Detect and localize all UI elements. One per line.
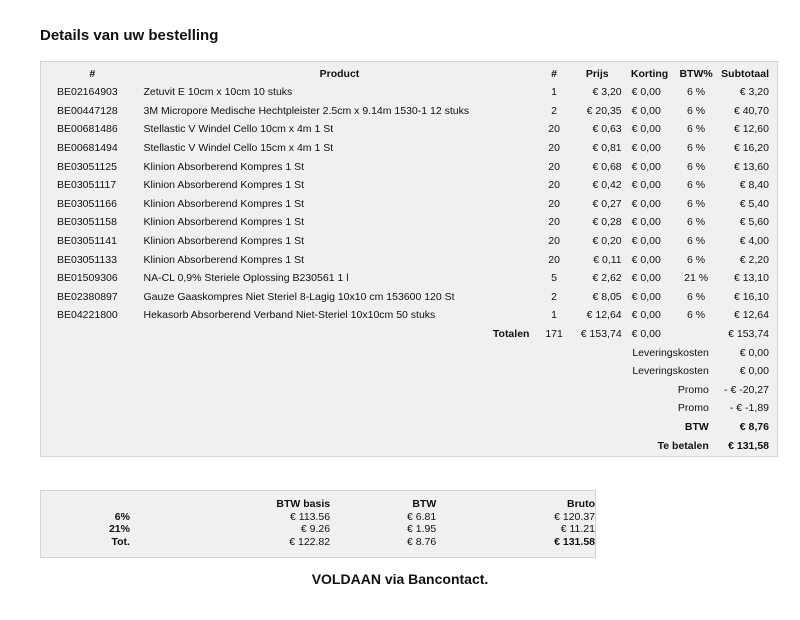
vat-row xyxy=(41,523,595,536)
row-product: Klinion Absorberend Kompres 1 St xyxy=(143,216,304,229)
summary-row xyxy=(41,381,777,400)
summary-label: Promo xyxy=(677,383,709,396)
row-subtotal: € 8,40 xyxy=(739,179,769,192)
summary-value: € 8,76 xyxy=(739,420,769,433)
header-gross: Bruto xyxy=(567,498,595,511)
row-price: € 0,68 xyxy=(592,160,622,173)
row-price: € 8,05 xyxy=(592,290,622,303)
row-discount: € 0,00 xyxy=(631,197,661,210)
payment-status: VOLDAAN via Bancontact. xyxy=(311,571,489,587)
vat-base: € 113.56 xyxy=(290,510,331,523)
row-vat: 6 % xyxy=(687,253,706,266)
row-price: € 12,64 xyxy=(586,309,622,322)
row-code: BE03051166 xyxy=(57,197,117,210)
row-vat: 6 % xyxy=(687,290,706,303)
row-discount: € 0,00 xyxy=(631,272,661,285)
header-discount: Korting xyxy=(630,68,669,80)
row-code: BE03051141 xyxy=(57,235,117,248)
row-discount: € 0,00 xyxy=(631,142,661,155)
row-discount: € 0,00 xyxy=(631,290,661,303)
row-discount: € 0,00 xyxy=(631,86,661,99)
row-discount: € 0,00 xyxy=(631,235,661,248)
row-qty: 20 xyxy=(548,160,560,173)
row-qty: 20 xyxy=(548,216,560,229)
row-vat: 6 % xyxy=(687,142,706,155)
table-row xyxy=(41,102,777,121)
table-row xyxy=(41,83,777,102)
row-qty: 20 xyxy=(548,197,560,210)
table-row xyxy=(41,139,777,158)
order-table-header xyxy=(41,65,777,83)
order-table xyxy=(41,65,777,455)
vat-base: € 9.26 xyxy=(300,523,331,536)
row-product: Hekasorb Absorberend Verband Niet-Steriel 10x10cm 50 stuks xyxy=(143,309,436,322)
summary-label: Promo xyxy=(677,402,709,415)
summary-row xyxy=(41,343,777,362)
row-subtotal: € 12,60 xyxy=(733,123,769,136)
totals-discount: € 0,00 xyxy=(631,328,661,341)
row-product: Gauze Gaaskompres Niet Steriel 8-Lagig 10x10 cm 153600 120 St xyxy=(143,290,455,303)
row-vat: 6 % xyxy=(687,160,706,173)
row-qty: 20 xyxy=(548,179,560,192)
table-row xyxy=(41,306,777,325)
row-product: Klinion Absorberend Kompres 1 St xyxy=(143,235,304,248)
row-price: € 0,28 xyxy=(592,216,622,229)
row-qty: 20 xyxy=(548,123,560,136)
row-price: € 0,81 xyxy=(592,142,622,155)
header-product: Product xyxy=(319,68,360,80)
order-details-panel xyxy=(40,61,778,457)
row-vat: 6 % xyxy=(687,309,706,322)
header-vat-base: BTW basis xyxy=(276,498,331,511)
row-subtotal: € 40,70 xyxy=(733,104,769,117)
row-vat: 6 % xyxy=(687,123,706,136)
summary-label: Leveringskosten xyxy=(632,346,709,359)
summary-value: - € -20,27 xyxy=(724,383,769,396)
row-subtotal: € 4,00 xyxy=(739,235,769,248)
row-code: BE02380897 xyxy=(57,290,118,303)
row-code: BE03051117 xyxy=(57,179,117,192)
summary-label: Te betalen xyxy=(657,439,709,452)
row-product: NA-CL 0,9% Steriele Oplossing B230561 1 l xyxy=(143,272,349,285)
summary-row xyxy=(41,436,777,455)
vat-gross: € 11.21 xyxy=(560,523,595,536)
totals-label: Totalen xyxy=(492,328,530,341)
row-vat: 21 % xyxy=(684,272,709,285)
row-subtotal: € 16,20 xyxy=(733,142,769,155)
summary-value: € 131,58 xyxy=(728,439,769,452)
row-price: € 20,35 xyxy=(586,104,622,117)
row-subtotal: € 12,64 xyxy=(733,309,769,322)
row-subtotal: € 16,10 xyxy=(733,290,769,303)
row-price: € 0,20 xyxy=(592,235,622,248)
row-vat: 6 % xyxy=(687,216,706,229)
vat-rate-label: 21% xyxy=(108,523,130,536)
row-discount: € 0,00 xyxy=(631,123,661,136)
totals-subtotal: € 153,74 xyxy=(728,328,769,341)
row-code: BE03051133 xyxy=(57,253,117,266)
row-discount: € 0,00 xyxy=(631,160,661,173)
vat-summary-panel xyxy=(40,490,596,558)
table-row xyxy=(41,250,777,269)
summary-row xyxy=(41,362,777,381)
row-qty: 20 xyxy=(548,253,560,266)
row-price: € 2,62 xyxy=(592,272,622,285)
vat-gross: € 131.58 xyxy=(554,535,595,548)
table-row xyxy=(41,195,777,214)
row-subtotal: € 5,60 xyxy=(739,216,769,229)
header-code: # xyxy=(89,68,96,80)
summary-row xyxy=(41,418,777,437)
table-row xyxy=(41,120,777,139)
row-code: BE04221800 xyxy=(57,309,118,322)
totals-qty: 171 xyxy=(545,328,563,341)
vat-amount: € 1.95 xyxy=(407,523,437,536)
vat-amount: € 6.81 xyxy=(407,510,437,523)
vat-table xyxy=(41,498,595,548)
row-product: 3M Micropore Medische Hechtpleister 2.5cm x 9.14m 1530-1 12 stuks xyxy=(143,104,470,117)
row-subtotal: € 13,10 xyxy=(733,272,769,285)
row-vat: 6 % xyxy=(687,104,706,117)
row-code: BE03051125 xyxy=(57,160,117,173)
row-price: € 0,11 xyxy=(593,253,622,266)
row-product: Klinion Absorberend Kompres 1 St xyxy=(143,197,304,210)
row-code: BE00447128 xyxy=(57,104,118,117)
header-subtotal: Subtotaal xyxy=(721,68,769,80)
row-code: BE01509306 xyxy=(57,272,118,285)
vat-base: € 122.82 xyxy=(289,535,331,548)
row-qty: 1 xyxy=(551,86,558,99)
table-row xyxy=(41,232,777,251)
table-row xyxy=(41,213,777,232)
header-qty: # xyxy=(551,68,558,80)
vat-amount: € 8.76 xyxy=(407,535,437,548)
row-discount: € 0,00 xyxy=(631,253,661,266)
row-discount: € 0,00 xyxy=(631,309,661,322)
row-code: BE00681494 xyxy=(57,142,118,155)
row-product: Klinion Absorberend Kompres 1 St xyxy=(143,179,304,192)
row-subtotal: € 5,40 xyxy=(739,197,769,210)
row-subtotal: € 3,20 xyxy=(739,86,769,99)
row-product: Stellastic V Windel Cello 15cm x 4m 1 St xyxy=(143,142,334,155)
summary-value: - € -1,89 xyxy=(729,402,769,415)
row-price: € 0,42 xyxy=(592,179,622,192)
totals-row xyxy=(41,325,777,344)
row-code: BE02164903 xyxy=(57,86,118,99)
row-qty: 20 xyxy=(548,142,560,155)
row-qty: 2 xyxy=(551,104,558,117)
header-price: Prijs xyxy=(585,68,609,80)
row-product: Stellastic V Windel Cello 10cm x 4m 1 St xyxy=(143,123,334,136)
summary-value: € 0,00 xyxy=(739,365,769,378)
summary-label: Leveringskosten xyxy=(632,365,709,378)
row-price: € 3,20 xyxy=(592,86,622,99)
page-title: Details van uw bestelling xyxy=(40,27,219,44)
table-row xyxy=(41,157,777,176)
row-price: € 0,27 xyxy=(592,197,622,210)
vat-row xyxy=(41,511,595,524)
summary-value: € 0,00 xyxy=(739,346,769,359)
row-product: Zetuvit E 10cm x 10cm 10 stuks xyxy=(143,86,293,99)
table-row xyxy=(41,288,777,307)
row-subtotal: € 13,60 xyxy=(733,160,769,173)
vat-rate-label: 6% xyxy=(114,510,130,523)
row-discount: € 0,00 xyxy=(631,216,661,229)
header-vat: BTW% xyxy=(679,68,713,80)
row-price: € 0,63 xyxy=(592,123,622,136)
vat-table-header xyxy=(41,498,595,511)
row-code: BE00681486 xyxy=(57,123,118,136)
summary-row xyxy=(41,399,777,418)
row-subtotal: € 2,20 xyxy=(739,253,769,266)
header-vat-amount: BTW xyxy=(412,498,437,511)
table-row xyxy=(41,269,777,288)
row-discount: € 0,00 xyxy=(631,179,661,192)
row-code: BE03051158 xyxy=(57,216,117,229)
row-product: Klinion Absorberend Kompres 1 St xyxy=(143,253,304,266)
vat-gross: € 120.37 xyxy=(554,510,595,523)
row-vat: 6 % xyxy=(687,197,706,210)
vat-row xyxy=(41,536,595,549)
table-row xyxy=(41,176,777,195)
row-qty: 20 xyxy=(548,235,560,248)
summary-label: BTW xyxy=(684,420,709,433)
row-qty: 5 xyxy=(551,272,558,285)
row-discount: € 0,00 xyxy=(631,104,661,117)
row-vat: 6 % xyxy=(687,235,706,248)
row-vat: 6 % xyxy=(687,179,706,192)
row-qty: 2 xyxy=(551,290,558,303)
row-vat: 6 % xyxy=(687,86,706,99)
totals-price: € 153,74 xyxy=(580,328,622,341)
vat-rate-label: Tot. xyxy=(111,535,130,548)
row-qty: 1 xyxy=(551,309,558,322)
row-product: Klinion Absorberend Kompres 1 St xyxy=(143,160,304,173)
